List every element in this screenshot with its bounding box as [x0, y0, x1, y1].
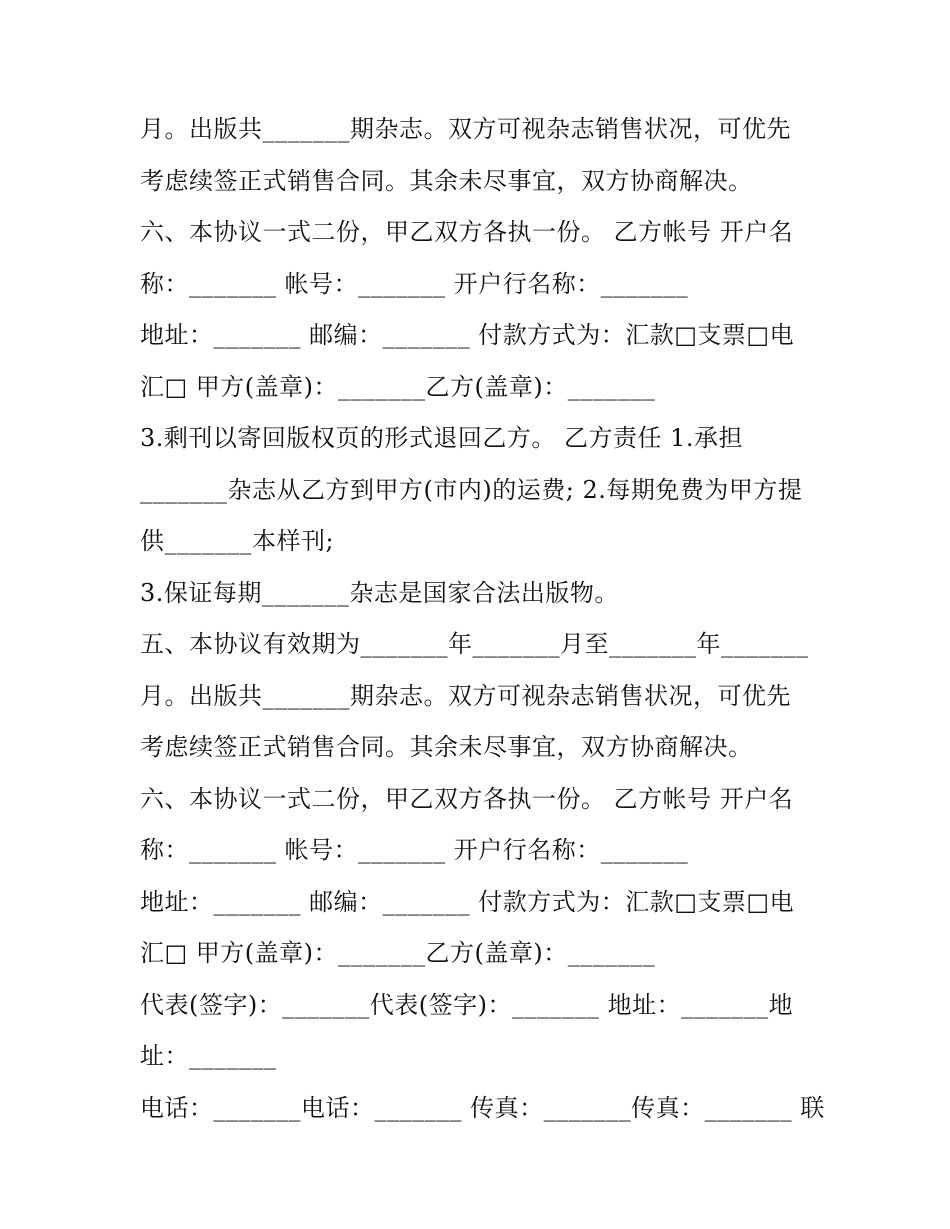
text-line: 代表(签字)：_______代表(签字)：_______ 地址：_______地 — [140, 990, 794, 1019]
text-line: _______杂志从乙方到甲方(市内)的运费; 2.每期免费为甲方提 — [140, 475, 803, 504]
text-line: 月。出版共_______期杂志。双方可视杂志销售状况，可优先 — [140, 115, 791, 143]
text-line: 六、本协议一式二份，甲乙双方各执一份。 乙方帐号 开户名 — [140, 218, 794, 246]
text-line: 六、本协议一式二份，甲乙双方各执一份。 乙方帐号 开户名 — [140, 784, 794, 813]
text-line: 3.剩刊以寄回版权页的形式退回乙方。 乙方责任 1.承担 — [140, 424, 744, 452]
text-line: 汇□ 甲方(盖章)：_______乙方(盖章)：_______ — [140, 372, 656, 401]
text-line: 考虑续签正式销售合同。其余未尽事宜，双方协商解决。 — [140, 166, 753, 195]
text-line: 汇□ 甲方(盖章)：_______乙方(盖章)：_______ — [140, 939, 656, 967]
text-line: 电话：_______电话：_______ 传真：_______传真：_______ 联 — [140, 1093, 825, 1122]
text-line: 3.保证每期_______杂志是国家合法出版物。 — [140, 578, 619, 607]
text-line: 考虑续签正式销售合同。其余未尽事宜，双方协商解决。 — [140, 733, 753, 761]
text-line: 址：_______ — [140, 1042, 277, 1070]
text-line: 称：_______ 帐号：_______ 开户行名称：_______ — [140, 269, 689, 298]
text-line: 称：_______ 帐号：_______ 开户行名称：_______ — [140, 836, 689, 864]
text-line: 供_______本样刊; — [140, 527, 335, 555]
text-line: 月。出版共_______期杂志。双方可视杂志销售状况，可优先 — [140, 681, 791, 710]
text-line: 地址：_______ 邮编：_______ 付款方式为：汇款□支票□电 — [140, 887, 795, 916]
document-body — [140, 104, 825, 1134]
text-line: 五、本协议有效期为_______年_______月至_______年_______ — [140, 630, 809, 658]
text-line: 地址：_______ 邮编：_______ 付款方式为：汇款□支票□电 — [140, 321, 795, 349]
